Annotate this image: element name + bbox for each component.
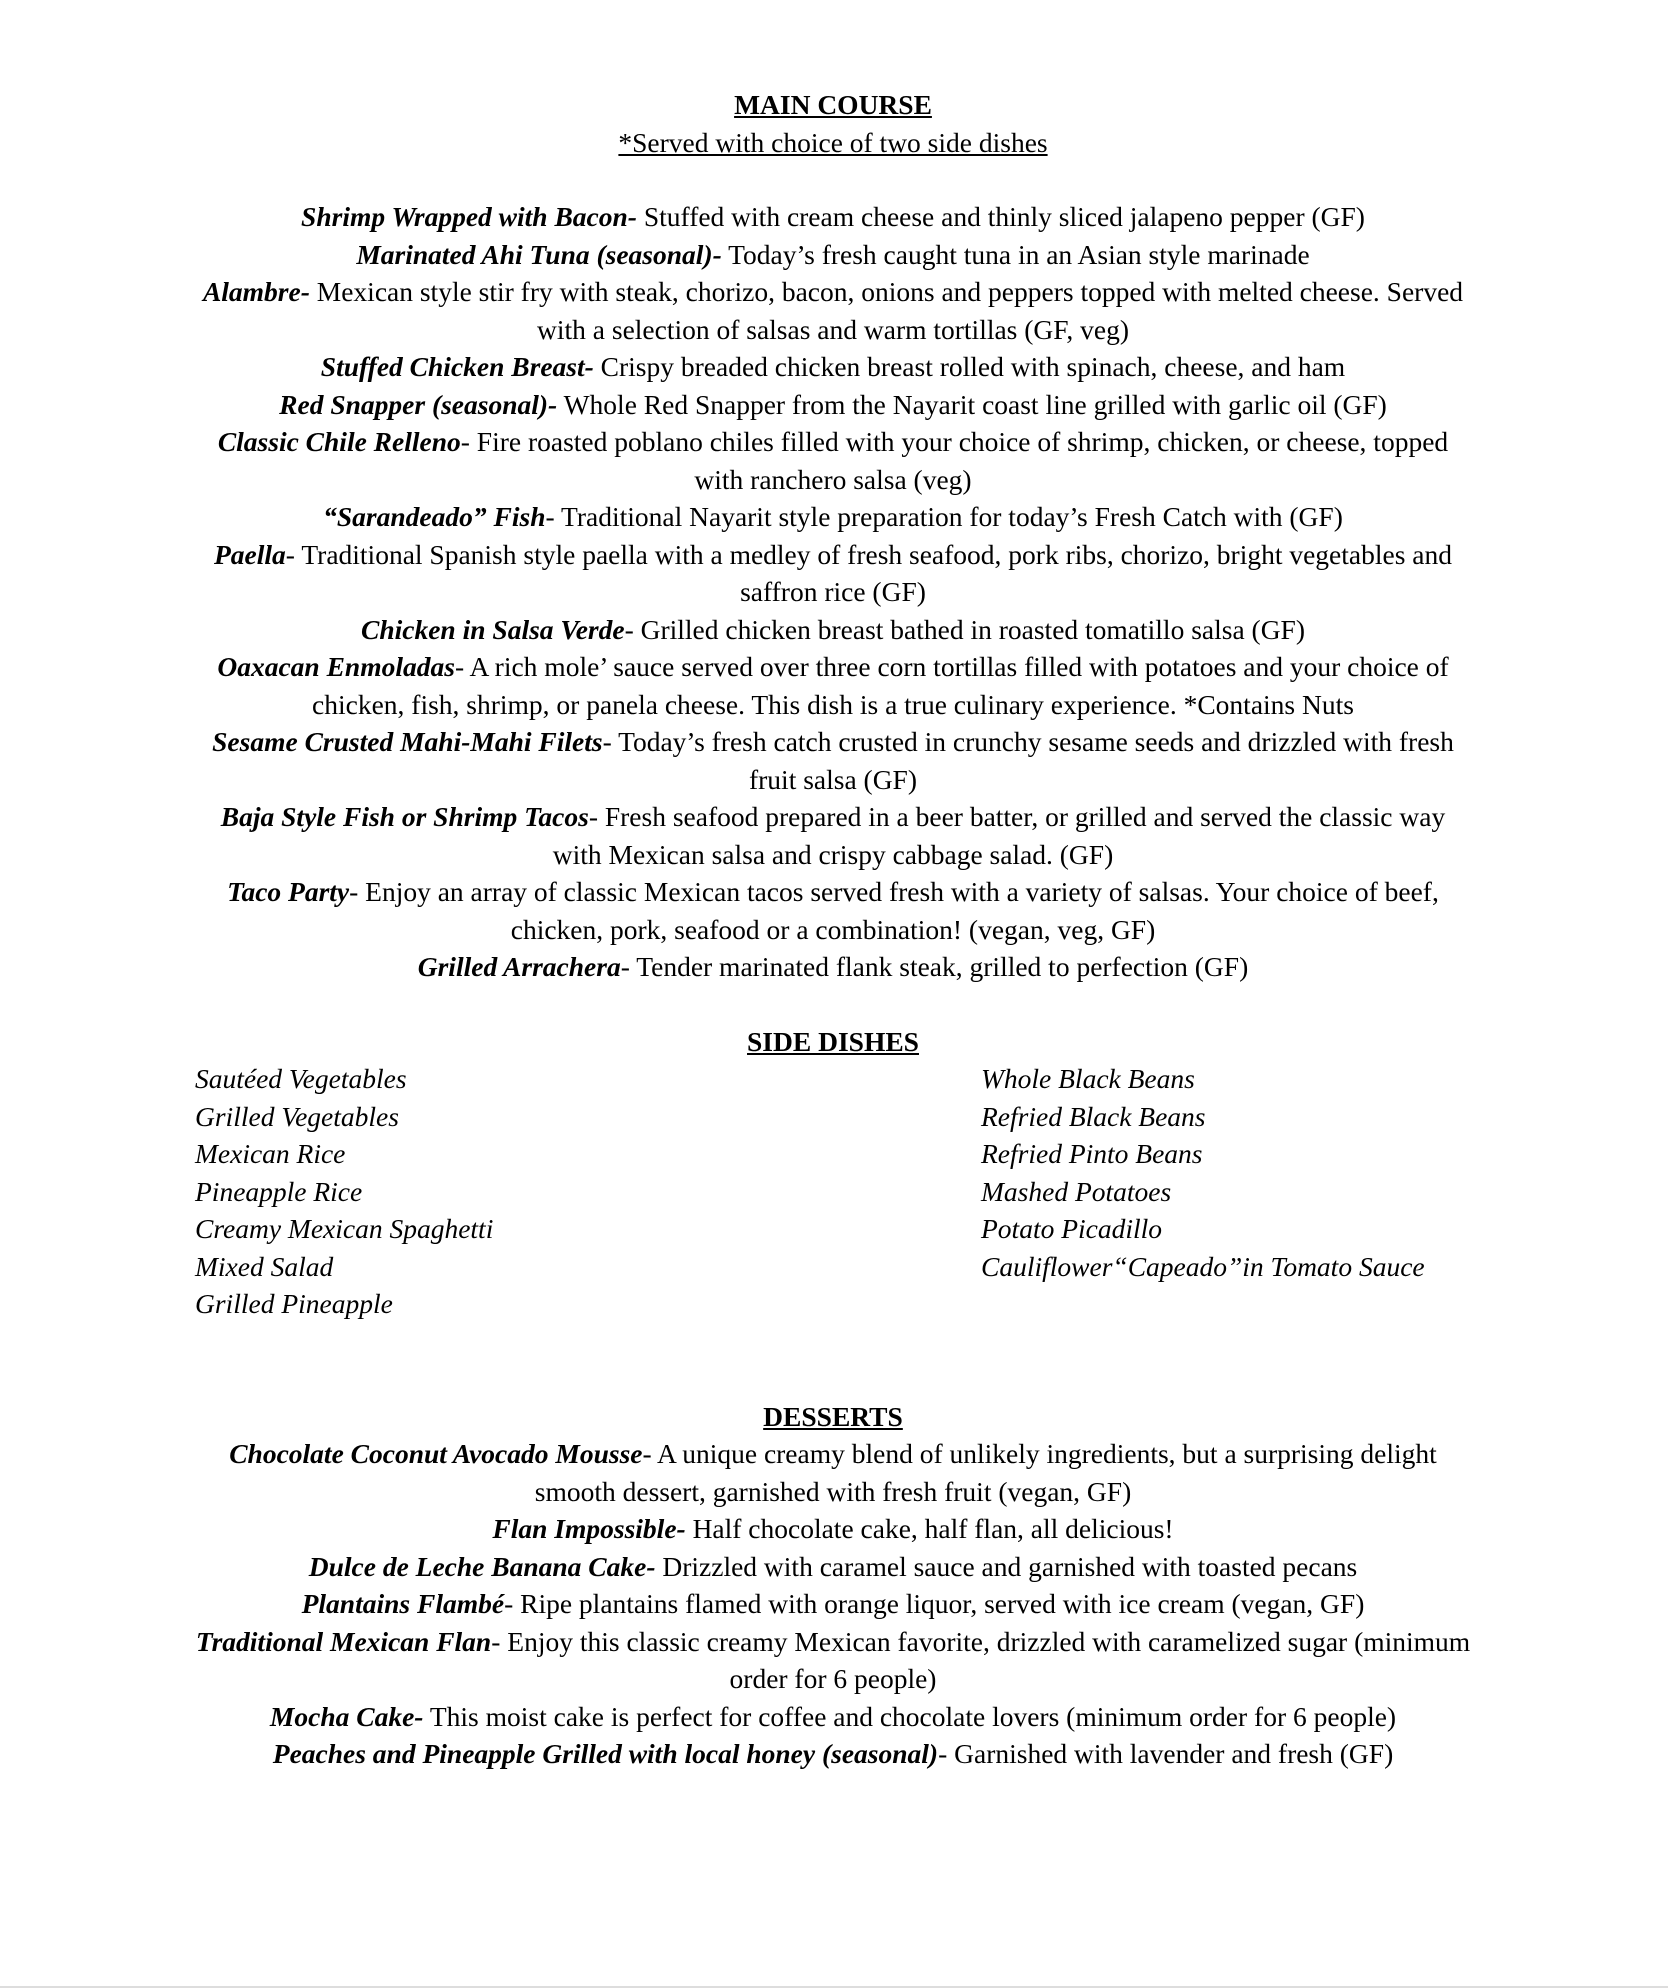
dessert-item-name: Flan Impossible-: [492, 1513, 686, 1544]
dessert-item-description: - Garnished with lavender and fresh (GF): [938, 1738, 1394, 1769]
dessert-item-description: Drizzled with caramel sauce and garnished with toasted pecans: [655, 1550, 1358, 1582]
menu-item-description: - Fresh seafood prepared in a beer batter, or grilled and served the classic way with Mexican salsa and crispy cabbage salad. (GF): [552, 801, 1446, 870]
menu-item-description: - Enjoy an array of classic Mexican tacos served fresh with a variety of salsas. Your choice of beef, chicken, pork, seafood or a combination! (vegan, veg, GF): [349, 876, 1439, 945]
side-dish-item: Creamy Mexican Spaghetti: [195, 1213, 494, 1244]
menu-item: [195, 423, 1471, 498]
side-dish-item: Mexican Rice: [195, 1138, 346, 1169]
main-course-subheading: *Served with choice of two side dishes: [618, 126, 1048, 158]
side-dish-item: Mashed Potatoes: [981, 1175, 1172, 1207]
dessert-item: [195, 1435, 1471, 1510]
side-dishes-left-column: [195, 1060, 755, 1323]
dessert-item-name: Peaches and Pineapple Grilled with local honey (seasonal): [272, 1738, 939, 1769]
menu-item: [195, 536, 1471, 611]
menu-item-name: Grilled Arrachera: [417, 951, 621, 982]
dessert-item-name: Dulce de Leche Banana Cake-: [308, 1550, 656, 1582]
side-dishes-heading: SIDE DISHES: [747, 1025, 919, 1057]
side-dish-item: Refried Pinto Beans: [981, 1138, 1203, 1169]
menu-item: [195, 273, 1471, 348]
menu-item-description: - Today’s fresh catch crusted in crunchy sesame seeds and drizzled with fresh fruit salsa (GF): [602, 726, 1454, 795]
menu-item-name: Red Snapper (seasonal)-: [279, 388, 558, 420]
dessert-item: [195, 1585, 1471, 1623]
menu-item-name: Oaxacan Enmoladas: [217, 651, 455, 682]
menu-item: [195, 236, 1471, 274]
dessert-item-name: Chocolate Coconut Avocado Mousse: [229, 1438, 643, 1469]
menu-item-name: Chicken in Salsa Verde: [360, 613, 625, 645]
menu-item-description: - Traditional Nayarit style preparation for today’s Fresh Catch with (GF): [545, 501, 1343, 532]
menu-item-description: Stuffed with cream cheese and thinly sliced jalapeno pepper (GF): [636, 201, 1365, 232]
menu-item-name: Paella: [214, 538, 286, 570]
menu-item: [195, 498, 1471, 536]
menu-item-description: - Traditional Spanish style paella with a medley of fresh seafood, pork ribs, chorizo, bright vegetables and saffron rice (GF): [285, 538, 1452, 607]
menu-item-name: Sesame Crusted Mahi-Mahi Filets: [212, 726, 603, 757]
menu-item-name: Alambre-: [202, 276, 310, 307]
side-dish-item: Refried Black Beans: [981, 1100, 1206, 1132]
dessert-item-description: - Ripe plantains flamed with orange liquor, served with ice cream (vegan, GF): [504, 1588, 1365, 1619]
dessert-item: [195, 1510, 1471, 1548]
dessert-item-name: Plantains Flambé: [301, 1588, 505, 1619]
menu-item: [195, 948, 1471, 986]
desserts-heading: DESSERTS: [763, 1400, 903, 1432]
menu-item: [195, 798, 1471, 873]
side-dish-item: Potato Picadillo: [981, 1213, 1163, 1244]
dessert-item-name: Mocha Cake-: [269, 1700, 424, 1732]
menu-item: [195, 723, 1471, 798]
side-dish-item: Mixed Salad: [195, 1250, 334, 1282]
menu-item: [195, 611, 1471, 649]
menu-item-description: - Fire roasted poblano chiles filled with your choice of shrimp, chicken, or cheese, topped with ranchero salsa (veg): [460, 426, 1449, 495]
menu-item-name: Baja Style Fish or Shrimp Tacos: [220, 801, 589, 832]
menu-item-description: Whole Red Snapper from the Nayarit coast line grilled with garlic oil (GF): [557, 388, 1387, 420]
menu-item-description: Crispy breaded chicken breast rolled with spinach, cheese, and ham: [593, 351, 1346, 382]
main-course-list: [195, 198, 1471, 986]
dessert-item-description: - A unique creamy blend of unlikely ingredients, but a surprising delight smooth dessert, garnished with fresh fruit (vegan, GF): [534, 1438, 1437, 1507]
menu-item-name: Stuffed Chicken Breast-: [320, 351, 594, 382]
side-dish-item: Cauliflower“Capeado”in Tomato Sauce: [981, 1250, 1425, 1282]
menu-item-name: “Sarandeado” Fish: [323, 501, 546, 532]
menu-item-name: Taco Party: [227, 876, 350, 907]
menu-item: [195, 873, 1471, 948]
menu-item-name: Shrimp Wrapped with Bacon-: [301, 201, 637, 232]
side-dish-item: Sautéed Vegetables: [195, 1063, 407, 1094]
dessert-item: [195, 1698, 1471, 1736]
menu-item: [195, 348, 1471, 386]
side-dishes-right-column: [981, 1060, 1481, 1323]
dessert-item-name: Traditional Mexican Flan: [195, 1625, 492, 1657]
menu-item: [195, 198, 1471, 236]
side-dish-item: Grilled Pineapple: [195, 1288, 393, 1319]
desserts-list: [195, 1435, 1471, 1773]
side-dish-item: Pineapple Rice: [195, 1175, 363, 1207]
dessert-item: [195, 1623, 1471, 1698]
menu-item-description: - Tender marinated flank steak, grilled to perfection (GF): [620, 951, 1249, 982]
side-dish-item: Whole Black Beans: [981, 1063, 1195, 1094]
menu-content: [195, 86, 1471, 1773]
dessert-item: [195, 1735, 1471, 1773]
dessert-item-description: Half chocolate cake, half flan, all delicious!: [685, 1513, 1174, 1544]
menu-item-description: - A rich mole’ sauce served over three corn tortillas filled with potatoes and your choice of chicken, fish, shrimp, or panela cheese. This dish is a true culinary experience. *Contains Nuts: [312, 651, 1449, 720]
menu-item-name: Classic Chile Relleno: [217, 426, 461, 457]
side-dishes-list: [195, 1060, 1471, 1323]
menu-item: [195, 386, 1471, 424]
menu-item-description: - Grilled chicken breast bathed in roasted tomatillo salsa (GF): [624, 613, 1306, 645]
menu-item-name: Marinated Ahi Tuna (seasonal)-: [356, 238, 722, 270]
side-dish-item: Grilled Vegetables: [195, 1100, 399, 1132]
main-course-heading: MAIN COURSE: [734, 89, 932, 120]
menu-item-description: Mexican style stir fry with steak, chorizo, bacon, onions and peppers topped with melted cheese. Served with a selection of salsas and warm tortillas (GF, veg): [309, 276, 1464, 345]
dessert-item: [195, 1548, 1471, 1586]
dessert-item-description: - Enjoy this classic creamy Mexican favorite, drizzled with caramelized sugar (minimum order for 6 people): [491, 1625, 1471, 1694]
dessert-item-description: This moist cake is perfect for coffee and chocolate lovers (minimum order for 6 people): [423, 1700, 1397, 1732]
menu-item-description: Today’s fresh caught tuna in an Asian style marinade: [721, 238, 1310, 270]
menu-item: [195, 648, 1471, 723]
